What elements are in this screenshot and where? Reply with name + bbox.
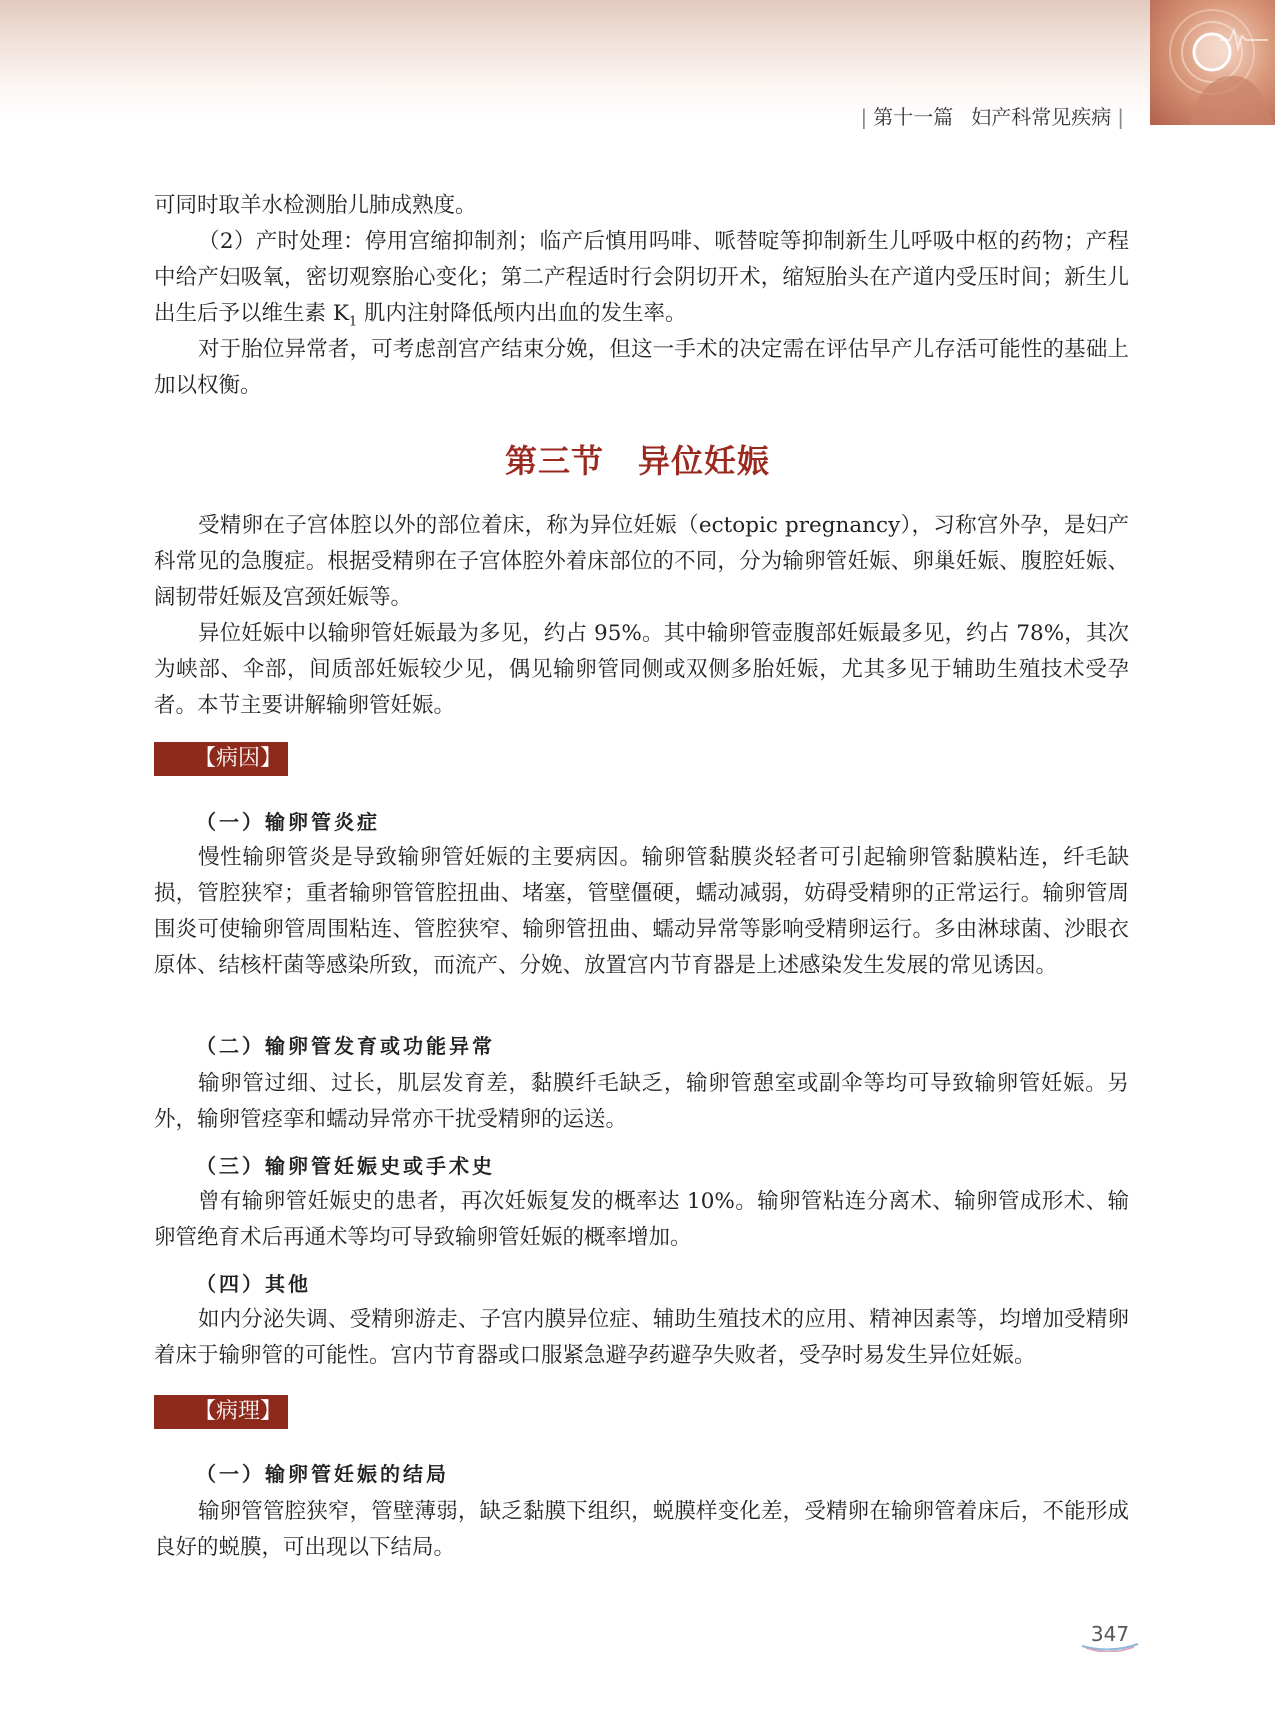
page-number	[1080, 1622, 1140, 1652]
page-swoosh-icon	[1080, 1640, 1140, 1652]
stethoscope-icon	[1150, 0, 1275, 125]
paragraph: 对于胎位异常者，可考虑剖宫产结束分娩，但这一手术的决定需在评估早产儿存活可能性的基础上加以权衡。	[154, 337, 1129, 398]
paragraph-tail: 肌内注射降低颅内出血的发生率。	[357, 301, 687, 326]
section-heading	[0, 436, 1275, 482]
section-number: 第三节	[504, 442, 604, 480]
pathology-tag: 【病理】	[154, 1395, 288, 1429]
part-title: 妇产科常见疾病	[971, 105, 1112, 129]
page-number-text: 347	[1090, 1622, 1130, 1646]
paragraph: 曾有输卵管妊娠史的患者，再次妊娠复发的概率达 10%。输卵管粘连分离术、输卵管成形术、输卵管绝育术后再通术等均可导致输卵管妊娠的概率增加。	[154, 1189, 1129, 1250]
paragraph: 异位妊娠中以输卵管妊娠最为多见，约占 95%。其中输卵管壶腹部妊娠最多见，约占 78%，其次为峡部、伞部，间质部妊娠较少见，偶见输卵管同侧或双侧多胎妊娠，尤其多见于辅助生殖技术受孕者。本节主要讲解输卵管妊娠。	[154, 621, 1129, 718]
subheading: （二）输卵管发育或功能异常	[196, 1034, 495, 1058]
section-title: 异位妊娠	[638, 442, 771, 480]
paragraph: 输卵管管腔狭窄，管壁薄弱，缺乏黏膜下组织，蜕膜样变化差，受精卵在输卵管着床后，不能形成良好的蜕膜，可出现以下结局。	[154, 1499, 1129, 1560]
running-head: | 第十一篇 妇产科常见疾病 |	[860, 105, 1124, 129]
paragraph	[154, 224, 1129, 340]
subheading: （四）其他	[196, 1272, 311, 1296]
subheading: （一）输卵管炎症	[196, 810, 380, 834]
etiology-tag: 【病因】	[154, 742, 288, 776]
paragraph: 输卵管过细、过长，肌层发育差，黏膜纤毛缺乏，输卵管憩室或副伞等均可导致输卵管妊娠。另外，输卵管痉挛和蠕动异常亦干扰受精卵的运送。	[154, 1071, 1129, 1132]
paragraph: 慢性输卵管炎是导致输卵管妊娠的主要病因。输卵管黏膜炎轻者可引起输卵管黏膜粘连，纤毛缺损，管腔狭窄；重者输卵管管腔扭曲、堵塞，管壁僵硬，蠕动减弱，妨碍受精卵的正常运行。输卵管周围炎可使输卵管周围粘连、管腔狭窄、输卵管扭曲、蠕动异常等影响受精卵运行。多由淋球菌、沙眼衣原体、结核杆菌等感染所致，而流产、分娩、放置宫内节育器是上述感染发生发展的常见诱因。	[154, 845, 1129, 978]
paragraph: 受精卵在子宫体腔以外的部位着床，称为异位妊娠（ectopic pregnancy），习称宫外孕，是妇产科常见的急腹症。根据受精卵在子宫体腔外着床部位的不同，分为输卵管妊娠、卵巢妊娠、腹腔妊娠、阔韧带妊娠及宫颈妊娠等。	[154, 513, 1129, 610]
header-photo	[1150, 0, 1275, 125]
subheading: （一）输卵管妊娠的结局	[196, 1462, 449, 1486]
part-label: 第十一篇	[873, 105, 954, 129]
paragraph: 可同时取羊水检测胎儿肺成熟度。	[154, 193, 477, 218]
subheading: （三）输卵管妊娠史或手术史	[196, 1154, 495, 1178]
paragraph: 如内分泌失调、受精卵游走、子宫内膜异位症、辅助生殖技术的应用、精神因素等，均增加受精卵着床于输卵管的可能性。宫内节育器或口服紧急避孕药避孕失败者，受孕时易发生异位妊娠。	[154, 1307, 1129, 1368]
subscript: 1	[348, 314, 358, 330]
paragraph-text: （2）产时处理：停用宫缩抑制剂；临产后慎用吗啡、哌替啶等抑制新生儿呼吸中枢的药物；产程中给产妇吸氧，密切观察胎心变化；第二产程适时行会阴切开术，缩短胎头在产道内受压时间；新生儿出生后予以维生素 K	[154, 229, 1129, 326]
